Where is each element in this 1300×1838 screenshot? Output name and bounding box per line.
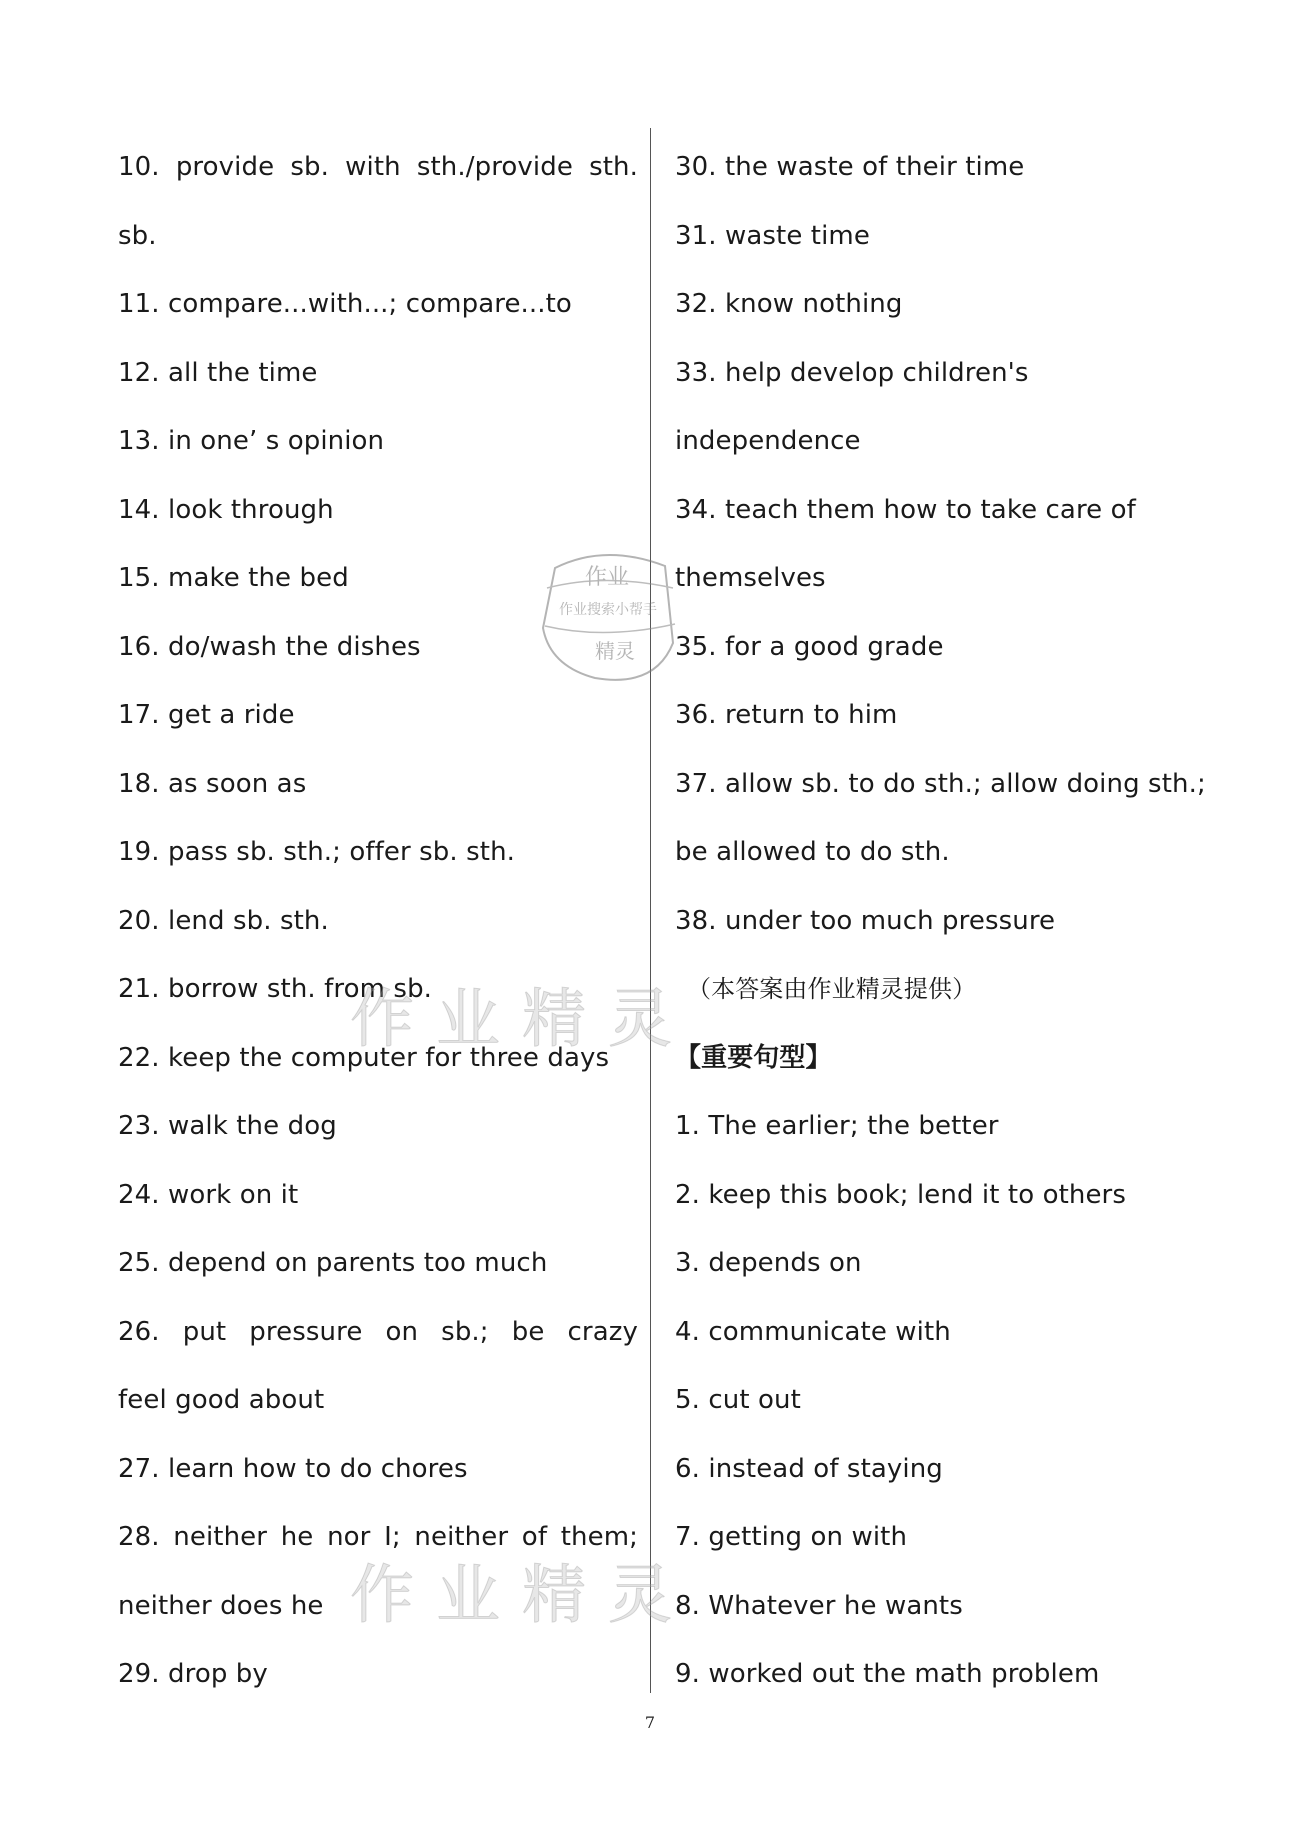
list-item: independence bbox=[675, 426, 861, 456]
list-item: 35. for a good grade bbox=[675, 631, 944, 662]
list-item: 29. drop by bbox=[118, 1659, 268, 1689]
list-item: 4. communicate with bbox=[675, 1316, 951, 1347]
list-item: 8. Whatever he wants bbox=[675, 1590, 963, 1621]
list-item: 28. neither he nor I; neither of them; bbox=[118, 1522, 638, 1552]
list-item: 25. depend on parents too much bbox=[118, 1248, 548, 1278]
watermark-text: 作业精灵 bbox=[350, 983, 694, 1057]
column-divider bbox=[650, 128, 651, 1693]
list-item: 7. getting on with bbox=[675, 1522, 908, 1552]
list-item: 22. keep the computer for three days bbox=[118, 1042, 610, 1073]
list-item: 16. do/wash the dishes bbox=[118, 631, 421, 662]
answer-source-note: （本答案由作业精灵提供） bbox=[687, 975, 977, 1003]
list-item: 2. keep this book; lend it to others bbox=[675, 1179, 1126, 1210]
list-item: 3. depends on bbox=[675, 1248, 862, 1278]
list-item: be allowed to do sth. bbox=[675, 837, 950, 867]
list-item: 27. learn how to do chores bbox=[118, 1453, 468, 1484]
list-item: 30. the waste of their time bbox=[675, 152, 1025, 182]
list-item: 19. pass sb. sth.; offer sb. sth. bbox=[118, 837, 516, 867]
list-item: 12. all the time bbox=[118, 357, 318, 388]
list-item: 17. get a ride bbox=[118, 700, 295, 730]
section-heading: 【重要句型】 bbox=[675, 1042, 832, 1073]
svg-text:作业搜索小帮手: 作业搜索小帮手 bbox=[559, 602, 657, 618]
list-item: 5. cut out bbox=[675, 1385, 801, 1415]
list-item: 13. in one’ s opinion bbox=[118, 426, 385, 456]
list-item: 38. under too much pressure bbox=[675, 905, 1056, 936]
left-column bbox=[118, 133, 638, 1709]
list-item: 11. compare...with...; compare...to bbox=[118, 289, 572, 319]
watermark-text: 作业精灵 bbox=[350, 1559, 694, 1633]
svg-text:精灵: 精灵 bbox=[595, 639, 635, 663]
list-item: 24. work on it bbox=[118, 1179, 299, 1210]
list-item: 6. instead of staying bbox=[675, 1453, 943, 1484]
list-item: 33. help develop children's bbox=[675, 357, 1029, 388]
list-item: 20. lend sb. sth. bbox=[118, 905, 329, 936]
list-item: 1. The earlier; the better bbox=[675, 1111, 999, 1141]
list-item: 31. waste time bbox=[675, 220, 870, 251]
right-column bbox=[675, 133, 1206, 1709]
list-item: 26. put pressure on sb.; be crazy bbox=[118, 1316, 638, 1347]
svg-text:作业: 作业 bbox=[584, 565, 630, 590]
list-item: 37. allow sb. to do sth.; allow doing sth.; bbox=[675, 768, 1206, 799]
list-item: 18. as soon as bbox=[118, 768, 307, 799]
list-item: 32. know nothing bbox=[675, 289, 903, 319]
list-item: sb. bbox=[118, 220, 157, 251]
list-item: 34. teach them how to take care of bbox=[675, 494, 1136, 525]
list-item: 9. worked out the math problem bbox=[675, 1659, 1100, 1689]
list-item: 21. borrow sth. from sb. bbox=[118, 974, 433, 1004]
list-item: 36. return to him bbox=[675, 700, 898, 730]
list-item: themselves bbox=[675, 563, 826, 593]
list-item: 14. look through bbox=[118, 494, 334, 525]
list-item: 10. provide sb. with sth./provide sth. bbox=[118, 152, 638, 182]
list-item: feel good about bbox=[118, 1385, 325, 1415]
list-item: 15. make the bed bbox=[118, 563, 349, 593]
list-item: 23. walk the dog bbox=[118, 1111, 337, 1141]
list-item: neither does he bbox=[118, 1590, 324, 1621]
watermark-stamp-logo bbox=[535, 548, 680, 688]
page-number: 7 bbox=[644, 1713, 656, 1732]
